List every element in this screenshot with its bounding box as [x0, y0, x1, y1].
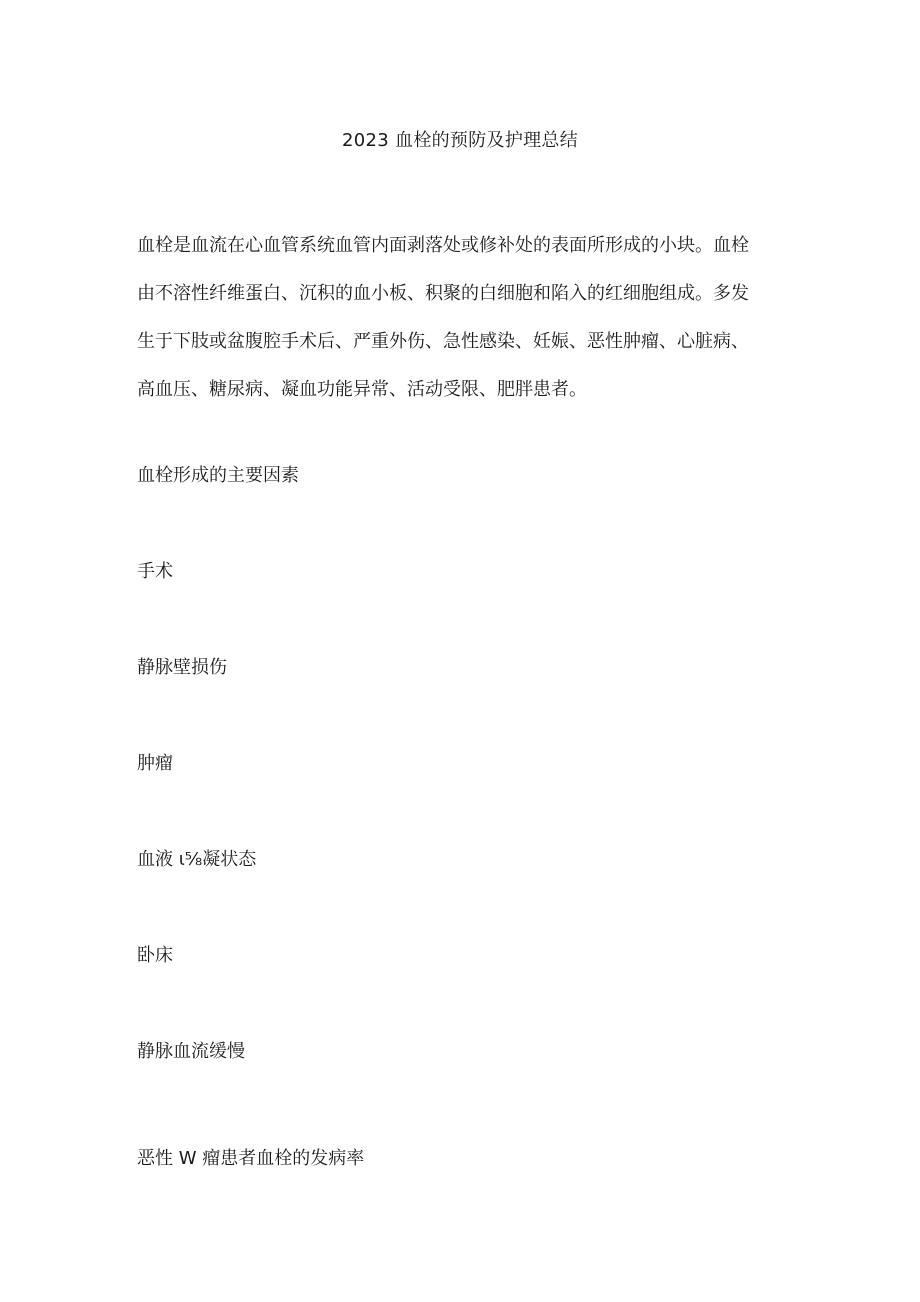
- factor-item: 恶性 W 瘤患者血栓的发病率: [137, 1148, 365, 1169]
- factor-item: 静脉壁损伤: [137, 657, 227, 678]
- factor-item: 肿瘤: [137, 753, 173, 774]
- factor-item: 血液 ι⅝凝状态: [137, 849, 257, 870]
- factor-item: 静脉血流缓慢: [137, 1041, 245, 1062]
- factor-item: 手术: [137, 561, 173, 582]
- intro-line: 生于下肢或盆腹腔手术后、严重外伤、急性感染、妊娠、恶性肿瘤、心脏病、: [137, 331, 749, 352]
- intro-line: 由不溶性纤维蛋白、沉积的血小板、积聚的白细胞和陷入的红细胞组成。多发: [137, 283, 749, 304]
- intro-line: 血栓是血流在心血管系统血管内面剥落处或修补处的表面所形成的小块。血栓: [137, 235, 749, 256]
- intro-line: 高血压、糖尿病、凝血功能异常、活动受限、肥胖患者。: [137, 379, 587, 400]
- intro-paragraph: [137, 222, 777, 414]
- document-title: 2023 血栓的预防及护理总结: [341, 130, 579, 151]
- factor-item: 卧床: [137, 945, 173, 966]
- section-heading: 血栓形成的主要因素: [137, 465, 299, 486]
